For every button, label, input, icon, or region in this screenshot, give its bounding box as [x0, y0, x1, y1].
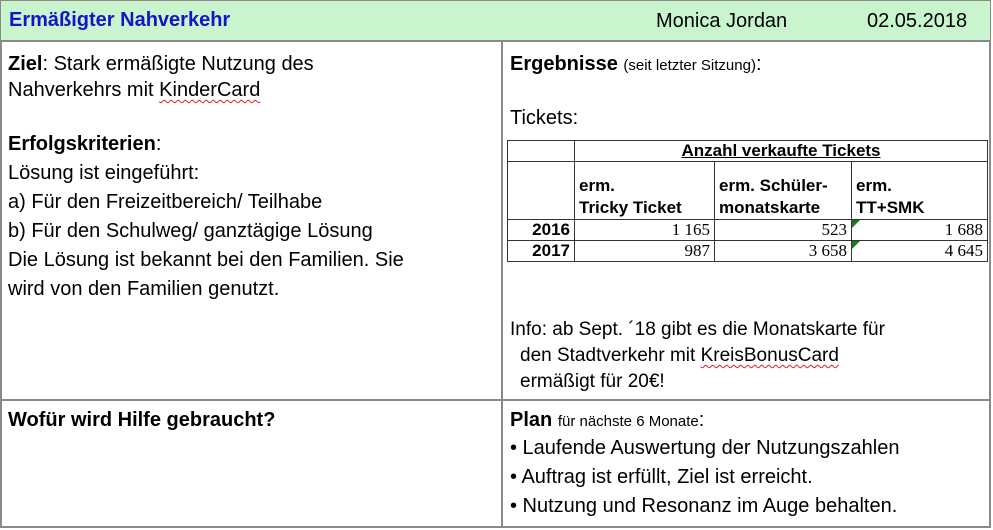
goal-line-1: [8, 52, 314, 77]
tickets-table: [507, 140, 988, 262]
criteria-label: Erfolgskriterien: [8, 133, 156, 155]
row-year: 2016: [508, 220, 575, 241]
kindercard-term: KinderCard: [159, 79, 261, 101]
help-heading: Wofür wird Hilfe gebraucht?: [8, 409, 276, 431]
table-row: [508, 241, 988, 262]
column-header: [575, 162, 715, 220]
table-cell: 1 688: [852, 220, 988, 241]
plan-heading: [510, 408, 704, 434]
kreisbonuscard-term: KreisBonusCard: [700, 345, 839, 366]
outer-right-border: [989, 40, 991, 528]
document-date: 02.05.2018: [867, 10, 968, 32]
author-name: Monica Jordan: [656, 10, 788, 32]
criteria-line: b) Für den Schulweg/ ganztägige Lösung: [8, 220, 373, 242]
table-corner-cell: [508, 141, 575, 162]
table-title-row: [508, 141, 988, 162]
row-year: 2017: [508, 241, 575, 262]
column-header-line: erm. Schüler-: [719, 176, 828, 195]
plan-label: Plan: [510, 409, 553, 431]
table-row: [508, 220, 988, 241]
table-cell: 987: [575, 241, 715, 262]
column-header: [852, 162, 988, 220]
column-header-line: erm.: [856, 176, 892, 195]
results-heading: [510, 52, 762, 78]
plan-colon: :: [698, 409, 705, 431]
table-title: Anzahl verkaufte Tickets: [575, 141, 988, 162]
criteria-line: a) Für den Freizeitbereich/ Teilhabe: [8, 191, 323, 213]
plan-subtitle: für nächste 6 Monate: [557, 413, 699, 430]
criteria-line: Die Lösung ist bekannt bei den Familien. Sie: [8, 249, 404, 271]
center-divider: [501, 40, 503, 528]
document-title: Ermäßigter Nahverkehr: [9, 9, 231, 31]
results-subtitle: (seit letzter Sitzung): [623, 57, 756, 74]
goal-line-2: [8, 78, 260, 103]
middle-divider: [0, 399, 991, 401]
column-header-line: monatskarte: [719, 198, 821, 217]
criteria-colon: :: [155, 133, 162, 155]
tickets-label: Tickets:: [510, 107, 579, 129]
column-header-line: erm.: [579, 176, 615, 195]
plan-item: • Laufende Auswertung der Nutzungszahlen: [510, 437, 900, 459]
table-cell: 523: [715, 220, 852, 241]
table-cell: 4 645: [852, 241, 988, 262]
plan-item: • Nutzung und Resonanz im Auge behalten.: [510, 495, 898, 517]
column-header-line: TT+SMK: [856, 198, 925, 217]
criteria-line: wird von den Familien genutzt.: [8, 278, 280, 300]
column-header-line: Tricky Ticket: [579, 198, 682, 217]
column-header: [715, 162, 852, 220]
results-colon: :: [755, 53, 762, 75]
table-header-row: [508, 162, 988, 220]
info-line-1: Info: ab Sept. ´18 gibt es die Monatskarte für: [510, 319, 885, 340]
results-label: Ergebnisse: [510, 53, 618, 75]
outer-left-border: [0, 40, 2, 528]
table-cell: 3 658: [715, 241, 852, 262]
table-cell: 1 165: [575, 220, 715, 241]
criteria-heading: [8, 132, 161, 157]
info-line-2: [520, 343, 839, 368]
criteria-line: Lösung ist eingeführt:: [8, 162, 200, 184]
table-empty-header: [508, 162, 575, 220]
plan-item: • Auftrag ist erfüllt, Ziel ist erreicht.: [510, 466, 813, 488]
bottom-border: [0, 526, 991, 528]
header-bar: [0, 0, 991, 42]
goal-text-2a: Nahverkehrs mit: [8, 79, 160, 101]
goal-label: Ziel: [8, 53, 43, 75]
goal-text-1: : Stark ermäßigte Nutzung des: [42, 53, 314, 75]
info-text-2a: den Stadtverkehr mit: [520, 345, 701, 366]
info-line-3: ermäßigt für 20€!: [520, 371, 665, 392]
